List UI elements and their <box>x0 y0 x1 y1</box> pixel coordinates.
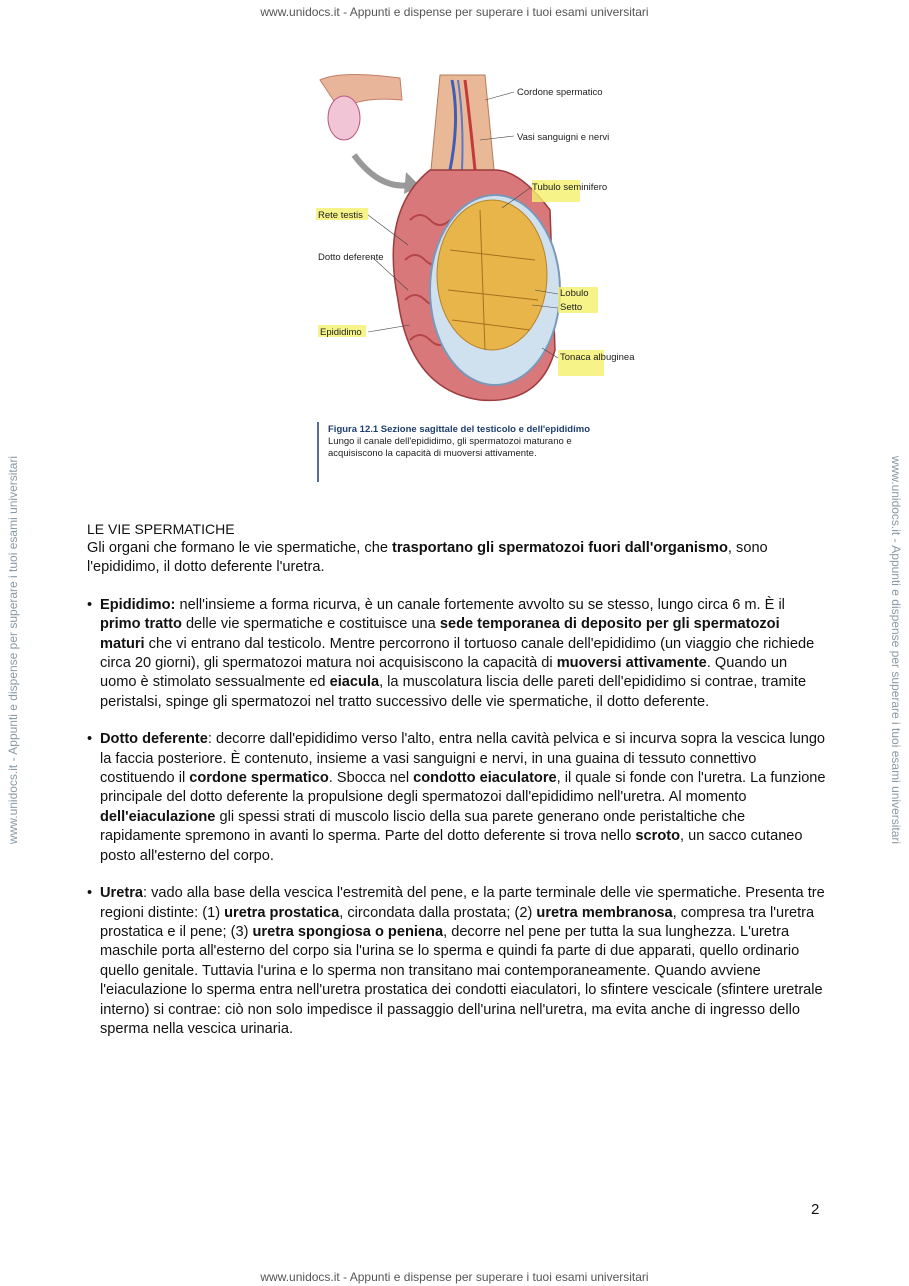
testis-figure <box>280 60 640 485</box>
label-epididimo: Epididimo <box>320 327 362 338</box>
bullet: • <box>87 596 93 613</box>
label-vasi: Vasi sanguigni e nervi <box>517 132 610 143</box>
intro-paragraph: Gli organi che formano le vie spermatiche, che trasportano gli spermatozoi fuori dall'organismo, sono l'epididimo, il dotto deferente l'uretra. <box>87 540 768 576</box>
label-setto: Setto <box>560 302 583 313</box>
bullet: • <box>87 885 93 902</box>
caption-title: Figura 12.1 Sezione sagittale del testicolo e dell'epididimo <box>328 424 590 435</box>
list-item-uretra: • Uretra: vado alla base della vescica l'estremità del pene, e la parte terminale delle vie spermatiche. Presenta tre regioni distinte: (1) uretra prostatica, circondata dalla prostata; (2) uretra membranosa, compresa tra l'uretra prostatica e il pene; (3) uretra spongiosa o peniena, decorre nel pene per tutta la sua lunghezza. L'uretra maschile porta all'esterno del corpo sia l'urina se lo sperma e quindi fa parte di due apparati, quello ordinario quello genitale. Tuttavia l'urina e lo sperma non transitano mai contemporaneamente. Quando avviene l'eiaculazione lo sperma entra nell'uretra prostatica dei condotti eiaculatori, lo sfintere vescicale (sfintere uretrale interno) si contrae: ciò non solo impedisce il passaggio dell'urina nell'uretra, ma evita anche di ingresso dello sperma nella vescica urinaria. <box>87 885 825 1037</box>
figure-caption <box>328 424 628 460</box>
testis-illustration <box>280 60 640 485</box>
label-cordone: Cordone spermatico <box>517 87 603 98</box>
caption-text: Lungo il canale dell'epididimo, gli spermatozoi maturano e acquisiscono la capacità di muoversi attivamente. <box>328 436 572 459</box>
label-dotto: Dotto deferente <box>318 252 384 263</box>
main-content <box>87 520 827 1057</box>
list-item-dotto-deferente: • Dotto deferente: decorre dall'epididimo verso l'alto, entra nella cavità pelvica e si incurva sopra la vescica lungo la faccia posteriore. È contenuto, insieme a vasi sanguigni e nervi, in una guaina di tessuto connettivo costituendo il cordone spermatico. Sbocca nel condotto eiaculatore, il quale si fonde con l'uretra. La funzione principale del dotto deferente la propulsione degli spermatozoi dall'epididimo nell'uretra. Al momento dell'eiaculazione gli spessi strati di muscolo liscio della sua parete generano onde peristaltiche che rapidamente spremono in avanti lo sperma. Parte del dotto deferente si trova nello scroto, un sacco cutaneo posto all'esterno del corpo. <box>87 731 826 864</box>
header-watermark: www.unidocs.it - Appunti e dispense per superare i tuoi esami universitari <box>260 5 649 19</box>
pointer-arrow <box>354 155 410 186</box>
label-lobulo: Lobulo <box>560 288 589 299</box>
label-tonaca: Tonaca albuginea <box>560 352 635 363</box>
lobules <box>437 200 547 350</box>
bullet: • <box>87 731 93 748</box>
label-tubulo: Tubulo seminifero <box>532 182 608 193</box>
right-side-watermark: www.unidocs.it - Appunti e dispense per superare i tuoi esami universitari <box>889 455 903 845</box>
list-item-epididimo: • Epididimo: nell'insieme a forma ricurva, è un canale fortemente avvolto su se stesso, lungo circa 6 m. È il primo tratto delle vie spermatiche e costituisce una sede temporanea di deposito per gli spermatozoi maturi che vi entrano dal testicolo. Mentre percorrono il tortuoso canale dell'epididimo (un viaggio che richiede circa 20 giorni), gli spermatozoi matura noi acquisiscono la capacità di muoversi attivamente. Quando un uomo è stimolato sessualmente ed eiacula, la muscolatura liscia delle pareti dell'epididimo si contrae, tramite peristalsi, spinge gli spermatozoi nel tratto successivo delle vie spermatiche, il dotto deferente. <box>87 596 815 710</box>
footer-watermark: www.unidocs.it - Appunti e dispense per superare i tuoi esami universitari <box>260 1270 649 1284</box>
label-rete: Rete testis <box>318 210 363 221</box>
left-side-watermark: www.unidocs.it - Appunti e dispense per superare i tuoi esami universitari <box>6 455 20 845</box>
cross-section-inset <box>328 96 360 140</box>
page-number: 2 <box>811 1201 820 1218</box>
section-heading: LE VIE SPERMATICHE <box>87 521 235 537</box>
